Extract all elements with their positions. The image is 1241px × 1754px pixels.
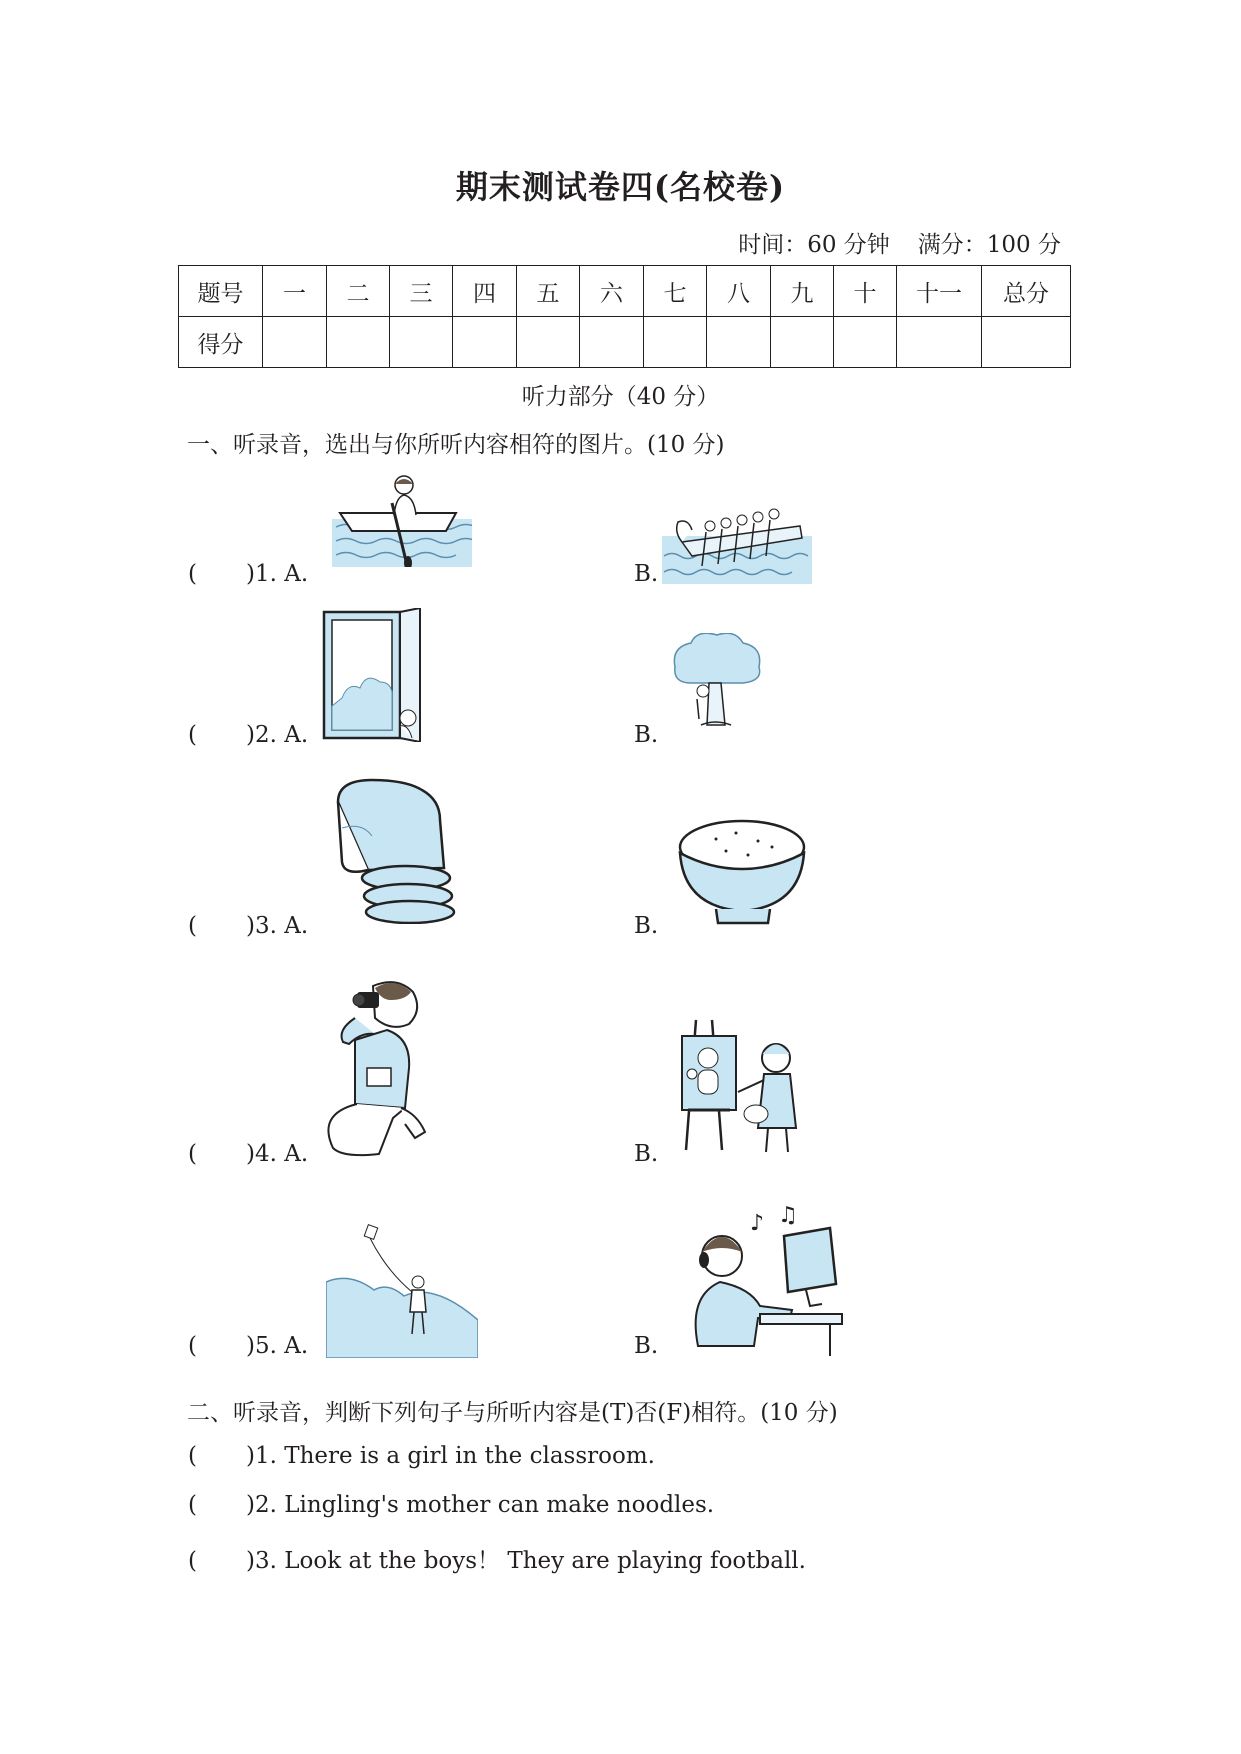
bread-loaf-picture bbox=[328, 778, 462, 924]
score-table bbox=[178, 265, 1071, 368]
header-cell: 九 bbox=[771, 266, 834, 317]
dragon-boat-race-picture bbox=[662, 496, 812, 584]
header-cell: 一 bbox=[263, 266, 327, 317]
kneeling-child-taking-photo-picture bbox=[321, 978, 433, 1162]
score-cell[interactable] bbox=[517, 317, 580, 368]
score-cell[interactable] bbox=[982, 317, 1071, 368]
page-title: 期末测试卷四(名校卷) bbox=[455, 168, 786, 206]
score-table-header-row bbox=[179, 266, 1071, 317]
header-cell: 十一 bbox=[897, 266, 982, 317]
question-4 bbox=[188, 1141, 308, 1167]
option-b-label: B. bbox=[634, 561, 659, 587]
question-3 bbox=[188, 913, 308, 939]
option-b-label: B. bbox=[634, 1141, 659, 1167]
statement-2 bbox=[188, 1492, 714, 1518]
answer-blank[interactable]: ( bbox=[188, 1548, 197, 1574]
score-table-score-row bbox=[179, 317, 1071, 368]
header-cell: 二 bbox=[327, 266, 390, 317]
listening-part-heading: 听力部分（40 分） bbox=[521, 384, 720, 410]
score-cell[interactable] bbox=[390, 317, 453, 368]
question-label: )3. A. bbox=[246, 913, 309, 939]
question-label: )4. A. bbox=[246, 1141, 309, 1167]
row-label: 得分 bbox=[179, 317, 263, 368]
child-behind-tree-picture bbox=[671, 633, 763, 733]
score-cell[interactable] bbox=[453, 317, 517, 368]
header-cell: 十 bbox=[834, 266, 897, 317]
header-cell: 八 bbox=[707, 266, 771, 317]
score-cell[interactable] bbox=[263, 317, 327, 368]
score-cell[interactable] bbox=[771, 317, 834, 368]
header-cell: 三 bbox=[390, 266, 453, 317]
statement-text: )3. Look at the boys！ They are playing football. bbox=[246, 1548, 806, 1574]
answer-blank[interactable]: ( bbox=[188, 1333, 197, 1359]
answer-blank[interactable]: ( bbox=[188, 1141, 197, 1167]
question-label: )1. A. bbox=[246, 561, 309, 587]
header-cell: 五 bbox=[517, 266, 580, 317]
header-cell: 题号 bbox=[179, 266, 263, 317]
full-score-label: 满分：100 分 bbox=[917, 232, 1061, 258]
statement-text: )2. Lingling's mother can make noodles. bbox=[246, 1492, 715, 1518]
question-label: )5. A. bbox=[246, 1333, 309, 1359]
section1-heading: 一、听录音，选出与你所听内容相符的图片。(10 分) bbox=[187, 432, 725, 458]
time-label: 时间：60 分钟 bbox=[738, 232, 890, 258]
score-cell[interactable] bbox=[834, 317, 897, 368]
question-1 bbox=[188, 561, 308, 587]
statement-text: )1. There is a girl in the classroom. bbox=[246, 1443, 655, 1469]
answer-blank[interactable]: ( bbox=[188, 1443, 197, 1469]
section2-heading: 二、听录音，判断下列句子与所听内容是(T)否(F)相符。(10 分) bbox=[187, 1400, 838, 1426]
option-b-label: B. bbox=[634, 722, 659, 748]
boy-listening-music-at-computer-picture bbox=[680, 1206, 844, 1356]
exam-meta bbox=[738, 226, 1061, 259]
statement-1 bbox=[188, 1443, 655, 1469]
score-cell[interactable] bbox=[897, 317, 982, 368]
header-cell: 七 bbox=[644, 266, 707, 317]
bowl-of-rice-picture bbox=[676, 817, 808, 929]
header-cell: 六 bbox=[580, 266, 644, 317]
answer-blank[interactable]: ( bbox=[188, 722, 197, 748]
option-b-label: B. bbox=[634, 913, 659, 939]
question-2 bbox=[188, 722, 308, 748]
svg-text:♫: ♫ bbox=[778, 1206, 798, 1228]
option-b-label: B. bbox=[634, 1333, 659, 1359]
header-cell: 四 bbox=[453, 266, 517, 317]
question-5 bbox=[188, 1333, 308, 1359]
statement-3 bbox=[188, 1542, 806, 1575]
answer-blank[interactable]: ( bbox=[188, 913, 197, 939]
score-cell[interactable] bbox=[707, 317, 771, 368]
girl-painting-at-easel-picture bbox=[668, 1018, 814, 1160]
score-cell[interactable] bbox=[644, 317, 707, 368]
answer-blank[interactable]: ( bbox=[188, 561, 197, 587]
child-behind-door-picture bbox=[322, 608, 424, 742]
boy-rowing-boat-picture bbox=[332, 475, 472, 567]
answer-blank[interactable]: ( bbox=[188, 1492, 197, 1518]
score-cell[interactable] bbox=[580, 317, 644, 368]
girl-flying-kite-on-hill-picture bbox=[326, 1222, 478, 1358]
question-label: )2. A. bbox=[246, 722, 309, 748]
header-cell: 总分 bbox=[982, 266, 1071, 317]
svg-text:♪: ♪ bbox=[750, 1211, 765, 1236]
score-cell[interactable] bbox=[327, 317, 390, 368]
